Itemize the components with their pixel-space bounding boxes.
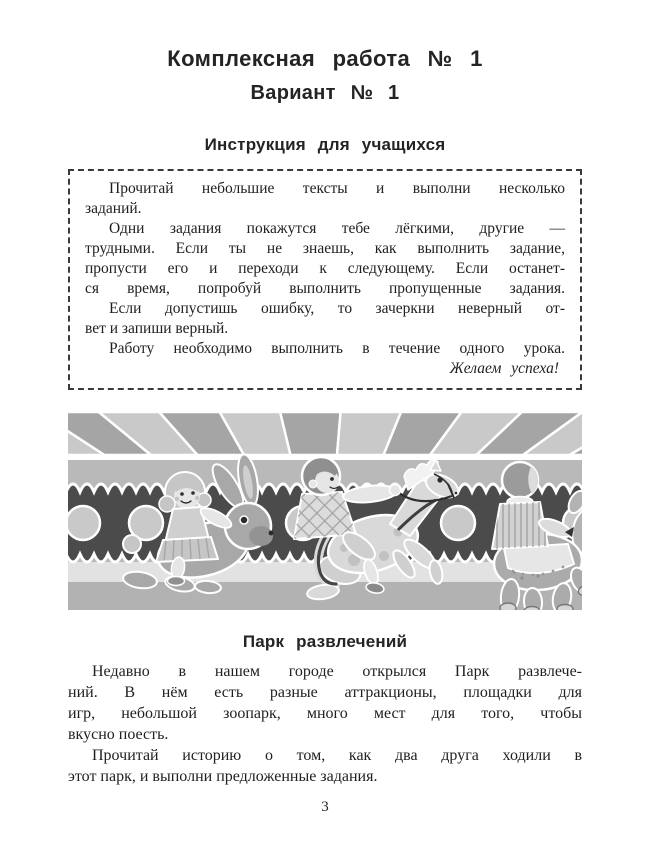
page-title: Комплексная работа № 1 bbox=[167, 46, 483, 71]
text-line: ний. В нём есть разные аттракционы, площадки для bbox=[68, 684, 582, 701]
text-line: игр, небольшой зоопарк, много мест для того, чтобы bbox=[68, 705, 582, 722]
text-line: Одни задания покажутся тебе лёгкими, другие — bbox=[109, 220, 565, 237]
text-line: ся время, попробуй выполнить пропущенные задания. bbox=[85, 280, 565, 297]
instructions-heading: Инструкция для учащихся bbox=[204, 135, 446, 154]
carousel-awning bbox=[68, 412, 582, 455]
text-line: Желаем успеха! bbox=[449, 360, 559, 377]
text-line: заданий. bbox=[85, 200, 142, 217]
story-text bbox=[68, 661, 582, 787]
text-line: вет и запиши верный. bbox=[85, 320, 229, 337]
text-line: Прочитай историю о том, как два друга ходили в bbox=[92, 747, 582, 764]
page-number: 3 bbox=[321, 799, 329, 815]
text-line: Недавно в нашем городе открылся Парк развлече- bbox=[92, 663, 582, 680]
variant-subtitle: Вариант № 1 bbox=[250, 82, 400, 104]
story-heading: Парк развлечений bbox=[242, 632, 408, 651]
band-circle bbox=[68, 506, 100, 540]
text-line: вкусно поесть. bbox=[68, 726, 169, 743]
text-line: этот парк, и выполни предложенные задания. bbox=[68, 768, 378, 785]
text-line: Прочитай небольшие тексты и выполни несколько bbox=[109, 180, 565, 197]
text-line: Работу необходимо выполнить в течение одного урока. bbox=[109, 340, 565, 357]
carousel-illustration-svg bbox=[68, 412, 582, 610]
page-content bbox=[68, 0, 582, 816]
instructions-box bbox=[68, 169, 582, 390]
text-line: Если допустишь ошибку, то зачеркни неверный от- bbox=[109, 300, 565, 317]
text-line: трудными. Если ты не знаешь, как выполнить задание, bbox=[85, 240, 565, 257]
carousel-illustration bbox=[68, 412, 582, 610]
band-circle bbox=[441, 506, 475, 540]
text-line: пропусти его и переходи к следующему. Если останет- bbox=[85, 260, 565, 277]
